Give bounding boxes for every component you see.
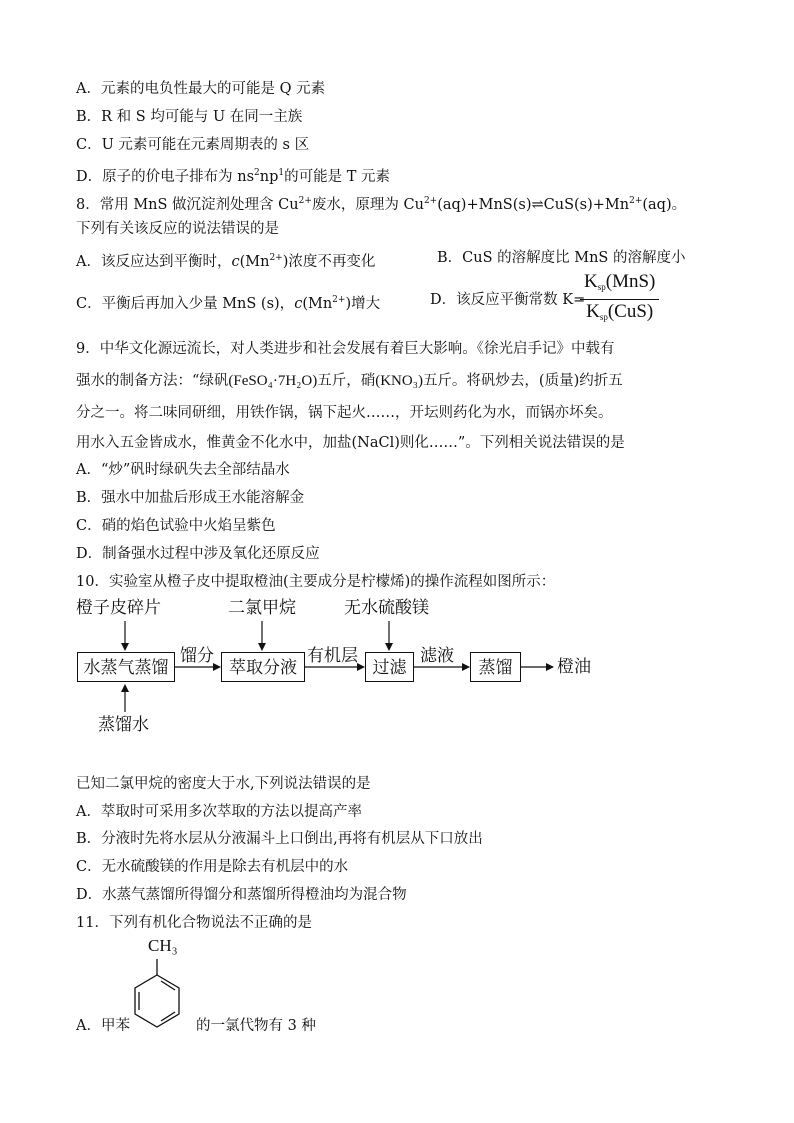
q9-option-c: C．硝的焰色试验中火焰呈紫色 <box>76 518 276 534</box>
q10-option-c: C．无水硫酸镁的作用是除去有机层中的水 <box>76 859 349 875</box>
q11-option-a-tail: 的一氯代物有 3 种 <box>195 1018 316 1034</box>
q8-sup-cu1: 2+ <box>298 196 312 206</box>
q8-option-a-sup: 2+ <box>269 253 283 263</box>
q8-stem-d: (aq)。 <box>642 197 687 213</box>
ksp-denominator: $K_{sp}(CuS)$ <box>586 301 654 322</box>
q7-option-d-sup1: 2 <box>254 168 260 178</box>
q8-option-c-sup: 2+ <box>332 295 346 305</box>
flow-input-mgso4: 无水硫酸镁 <box>344 598 429 618</box>
q9-kno3-formula: (KNO₃) <box>375 373 423 389</box>
q7-option-d-post: 的可能是 T 元素 <box>284 169 390 185</box>
q8-sup-cu2: 2+ <box>423 196 438 206</box>
q9-line2-c: 五斤。将矾炒去，(质量)约折五 <box>422 373 623 389</box>
q8-stem-a: 8．常用 MnS 做沉淀剂处理含 Cu <box>76 197 299 213</box>
toluene-ch3-label: CH₃ <box>148 936 178 955</box>
flow-box-steam-distillation: 水蒸气蒸馏 <box>77 652 175 682</box>
q8-option-a-c: c <box>231 254 240 270</box>
flow-box-filtration: 过滤 <box>365 652 414 682</box>
q9-line1: 9．中华文化源远流长，对人类进步和社会发展有着巨大影响。《徐光启手记》中载有 <box>76 341 615 357</box>
q8-sup-mn: 2+ <box>629 196 643 206</box>
q9-option-d: D．制备强水过程中涉及氧化还原反应 <box>76 546 320 562</box>
q10-option-a: A．萃取时可采用多次萃取的方法以提高产率 <box>76 804 362 820</box>
q8-option-a-tail: )浓度不再变化 <box>282 254 376 270</box>
q8-option-a-mn: (Mn <box>239 254 270 270</box>
flow-box-extraction: 萃取分液 <box>221 652 305 682</box>
flow-product: 橙油 <box>557 657 591 677</box>
q9-option-b: B．强水中加盐后形成王水能溶解金 <box>76 490 305 506</box>
q10-known: 已知二氯甲烷的密度大于水,下列说法错误的是 <box>76 776 371 792</box>
q9-line2-b: 五斤，硝 <box>317 373 376 389</box>
q9-line2-a: 强水的制备方法：“绿矾 <box>76 373 229 389</box>
flow-label-distillate: 馏分 <box>180 646 214 666</box>
ksp-numerator: $K_{sp}(MnS)$ <box>580 270 659 300</box>
q8-option-c-text: C．平衡后再加入少量 MnS (s)， <box>76 296 295 312</box>
q8-stem-c: (aq)+MnS(s)⇌CuS(s)+Mn <box>437 197 630 213</box>
q10-option-d: D．水蒸气蒸馏所得馏分和蒸馏所得橙油均为混合物 <box>76 887 407 903</box>
q7-option-d-sup2: 1 <box>278 168 285 178</box>
flow-input-peel: 橙子皮碎片 <box>76 598 161 618</box>
flow-label-organic: 有机层 <box>307 646 358 666</box>
q8-option-b: B．CuS 的溶解度比 MnS 的溶解度小 <box>437 250 686 266</box>
q10-option-b: B．分液时先将水层从分液漏斗上口倒出,再将有机层从下口放出 <box>76 831 483 847</box>
q9-line4: 用水入五金皆成水，惟黄金不化水中，加盐(NaCl)则化……”。下列相关说法错误的是 <box>76 435 625 451</box>
q10-stem: 10．实验室从橙子皮中提取橙油(主要成分是柠檬烯)的操作流程如图所示： <box>76 574 556 590</box>
q11-stem: 11．下列有机化合物说法不正确的是 <box>76 915 312 931</box>
q7-option-a: A．元素的电负性最大的可能是 Q 元素 <box>76 81 326 97</box>
q9-line3: 分之一。将二味同研细，用铁作锅，锅下起火……，开坛则药化为水，而锅亦坏矣。 <box>76 405 613 421</box>
q8-stem-b: 废水，原理为 Cu <box>311 197 424 213</box>
q11-option-a-text: A．甲苯 <box>76 1018 130 1034</box>
q8-option-d: D．该反应平衡常数 K= <box>430 292 586 308</box>
flow-input-water: 蒸馏水 <box>98 715 149 735</box>
q7-option-c: C．U 元素可能在元素周期表的 s 区 <box>76 137 310 153</box>
q7-option-b: B．R 和 S 均可能与 U 在同一主族 <box>76 109 303 125</box>
q7-option-d-mid: np <box>259 169 279 185</box>
flow-input-dcm: 二氯甲烷 <box>228 598 296 618</box>
q8-option-c-mn: (Mn <box>302 296 333 312</box>
q8-option-c-c: c <box>294 296 303 312</box>
q8-option-c-tail: )增大 <box>345 296 381 312</box>
flow-box-distillation: 蒸馏 <box>470 652 521 682</box>
q8-option-a-text: A．该反应达到平衡时， <box>76 254 232 270</box>
q7-option-d-pre: D．原子的价电子排布为 ns <box>76 169 255 185</box>
q8-stem-line2: 下列有关该反应的说法错误的是 <box>76 221 279 237</box>
q9-option-a: A．“炒”矾时绿矾失去全部结晶水 <box>76 462 290 478</box>
q11-option-a <box>76 1016 316 1036</box>
q9-feso4-formula: (FeSO₄·7H₂O) <box>228 373 318 389</box>
flow-label-filtrate: 滤液 <box>420 646 454 666</box>
